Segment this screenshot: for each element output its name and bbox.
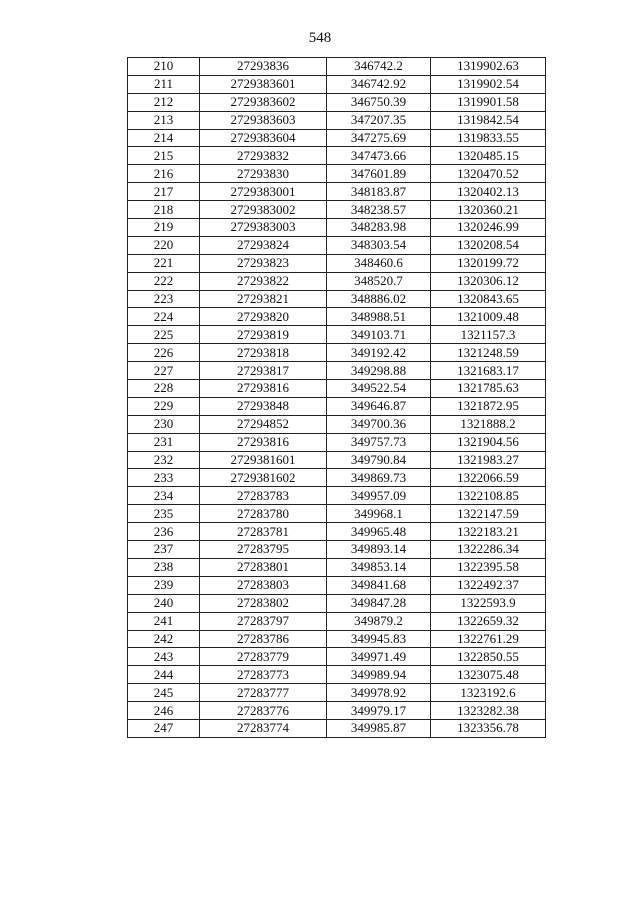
y-coordinate-cell: 1322108.85 bbox=[431, 487, 546, 505]
x-coordinate-cell: 349700.36 bbox=[327, 415, 431, 433]
x-coordinate-cell: 348283.98 bbox=[327, 219, 431, 237]
row-index-cell: 217 bbox=[128, 183, 200, 201]
y-coordinate-cell: 1320470.52 bbox=[431, 165, 546, 183]
table-row bbox=[128, 201, 546, 219]
table-row bbox=[128, 719, 546, 737]
x-coordinate-cell: 349192.42 bbox=[327, 344, 431, 362]
point-id-cell: 27293820 bbox=[200, 308, 327, 326]
row-index-cell: 220 bbox=[128, 236, 200, 254]
y-coordinate-cell: 1319902.54 bbox=[431, 75, 546, 93]
table-row bbox=[128, 612, 546, 630]
row-index-cell: 227 bbox=[128, 362, 200, 380]
y-coordinate-cell: 1322593.9 bbox=[431, 594, 546, 612]
table-row bbox=[128, 487, 546, 505]
y-coordinate-cell: 1323192.6 bbox=[431, 684, 546, 702]
y-coordinate-cell: 1321009.48 bbox=[431, 308, 546, 326]
x-coordinate-cell: 349945.83 bbox=[327, 630, 431, 648]
y-coordinate-cell: 1322492.37 bbox=[431, 576, 546, 594]
row-index-cell: 211 bbox=[128, 75, 200, 93]
row-index-cell: 247 bbox=[128, 719, 200, 737]
y-coordinate-cell: 1320402.13 bbox=[431, 183, 546, 201]
table-row bbox=[128, 666, 546, 684]
point-id-cell: 2729383003 bbox=[200, 219, 327, 237]
table-row bbox=[128, 254, 546, 272]
y-coordinate-cell: 1321983.27 bbox=[431, 451, 546, 469]
y-coordinate-cell: 1322761.29 bbox=[431, 630, 546, 648]
point-id-cell: 27283776 bbox=[200, 702, 327, 720]
x-coordinate-cell: 349989.94 bbox=[327, 666, 431, 684]
row-index-cell: 236 bbox=[128, 523, 200, 541]
row-index-cell: 219 bbox=[128, 219, 200, 237]
point-id-cell: 2729381601 bbox=[200, 451, 327, 469]
x-coordinate-cell: 348520.7 bbox=[327, 272, 431, 290]
point-id-cell: 2729383601 bbox=[200, 75, 327, 93]
point-id-cell: 27283795 bbox=[200, 541, 327, 559]
row-index-cell: 212 bbox=[128, 93, 200, 111]
x-coordinate-cell: 348303.54 bbox=[327, 236, 431, 254]
page-number: 548 bbox=[308, 30, 332, 46]
coordinates-table bbox=[127, 57, 546, 738]
x-coordinate-cell: 349968.1 bbox=[327, 505, 431, 523]
row-index-cell: 232 bbox=[128, 451, 200, 469]
point-id-cell: 27283802 bbox=[200, 594, 327, 612]
row-index-cell: 242 bbox=[128, 630, 200, 648]
y-coordinate-cell: 1322066.59 bbox=[431, 469, 546, 487]
y-coordinate-cell: 1320306.12 bbox=[431, 272, 546, 290]
point-id-cell: 2729383603 bbox=[200, 111, 327, 129]
point-id-cell: 27293836 bbox=[200, 58, 327, 76]
y-coordinate-cell: 1320208.54 bbox=[431, 236, 546, 254]
x-coordinate-cell: 349971.49 bbox=[327, 648, 431, 666]
row-index-cell: 213 bbox=[128, 111, 200, 129]
row-index-cell: 218 bbox=[128, 201, 200, 219]
y-coordinate-cell: 1321683.17 bbox=[431, 362, 546, 380]
row-index-cell: 228 bbox=[128, 380, 200, 398]
x-coordinate-cell: 349103.71 bbox=[327, 326, 431, 344]
point-id-cell: 27293824 bbox=[200, 236, 327, 254]
row-index-cell: 244 bbox=[128, 666, 200, 684]
point-id-cell: 27283783 bbox=[200, 487, 327, 505]
table-row bbox=[128, 702, 546, 720]
x-coordinate-cell: 349790.84 bbox=[327, 451, 431, 469]
table-row bbox=[128, 93, 546, 111]
row-index-cell: 243 bbox=[128, 648, 200, 666]
y-coordinate-cell: 1321157.3 bbox=[431, 326, 546, 344]
row-index-cell: 229 bbox=[128, 397, 200, 415]
y-coordinate-cell: 1319833.55 bbox=[431, 129, 546, 147]
x-coordinate-cell: 349985.87 bbox=[327, 719, 431, 737]
table-row bbox=[128, 397, 546, 415]
x-coordinate-cell: 346742.2 bbox=[327, 58, 431, 76]
row-index-cell: 246 bbox=[128, 702, 200, 720]
point-id-cell: 2729381602 bbox=[200, 469, 327, 487]
y-coordinate-cell: 1322850.55 bbox=[431, 648, 546, 666]
x-coordinate-cell: 349847.28 bbox=[327, 594, 431, 612]
table-row bbox=[128, 469, 546, 487]
table-row bbox=[128, 236, 546, 254]
x-coordinate-cell: 349869.73 bbox=[327, 469, 431, 487]
row-index-cell: 216 bbox=[128, 165, 200, 183]
point-id-cell: 27283803 bbox=[200, 576, 327, 594]
table-row bbox=[128, 594, 546, 612]
point-id-cell: 27293848 bbox=[200, 397, 327, 415]
table-row bbox=[128, 523, 546, 541]
x-coordinate-cell: 347473.66 bbox=[327, 147, 431, 165]
table-row bbox=[128, 362, 546, 380]
x-coordinate-cell: 348238.57 bbox=[327, 201, 431, 219]
table-row bbox=[128, 75, 546, 93]
x-coordinate-cell: 348988.51 bbox=[327, 308, 431, 326]
x-coordinate-cell: 346742.92 bbox=[327, 75, 431, 93]
point-id-cell: 27283779 bbox=[200, 648, 327, 666]
point-id-cell: 27293818 bbox=[200, 344, 327, 362]
table-row bbox=[128, 576, 546, 594]
point-id-cell: 27293822 bbox=[200, 272, 327, 290]
table-row bbox=[128, 344, 546, 362]
x-coordinate-cell: 348886.02 bbox=[327, 290, 431, 308]
table-row bbox=[128, 129, 546, 147]
point-id-cell: 27294852 bbox=[200, 415, 327, 433]
table-row bbox=[128, 630, 546, 648]
x-coordinate-cell: 349978.92 bbox=[327, 684, 431, 702]
y-coordinate-cell: 1319842.54 bbox=[431, 111, 546, 129]
point-id-cell: 2729383602 bbox=[200, 93, 327, 111]
y-coordinate-cell: 1322286.34 bbox=[431, 541, 546, 559]
point-id-cell: 27283777 bbox=[200, 684, 327, 702]
x-coordinate-cell: 349965.48 bbox=[327, 523, 431, 541]
point-id-cell: 2729383001 bbox=[200, 183, 327, 201]
row-index-cell: 214 bbox=[128, 129, 200, 147]
x-coordinate-cell: 347275.69 bbox=[327, 129, 431, 147]
y-coordinate-cell: 1320485.15 bbox=[431, 147, 546, 165]
y-coordinate-cell: 1320246.99 bbox=[431, 219, 546, 237]
point-id-cell: 2729383604 bbox=[200, 129, 327, 147]
row-index-cell: 239 bbox=[128, 576, 200, 594]
y-coordinate-cell: 1320199.72 bbox=[431, 254, 546, 272]
y-coordinate-cell: 1321248.59 bbox=[431, 344, 546, 362]
y-coordinate-cell: 1320843.65 bbox=[431, 290, 546, 308]
row-index-cell: 237 bbox=[128, 541, 200, 559]
row-index-cell: 245 bbox=[128, 684, 200, 702]
point-id-cell: 27293816 bbox=[200, 380, 327, 398]
table-row bbox=[128, 183, 546, 201]
y-coordinate-cell: 1320360.21 bbox=[431, 201, 546, 219]
row-index-cell: 241 bbox=[128, 612, 200, 630]
row-index-cell: 234 bbox=[128, 487, 200, 505]
y-coordinate-cell: 1322183.21 bbox=[431, 523, 546, 541]
table-row bbox=[128, 147, 546, 165]
table-row bbox=[128, 648, 546, 666]
y-coordinate-cell: 1322395.58 bbox=[431, 558, 546, 576]
table-row bbox=[128, 505, 546, 523]
point-id-cell: 27283773 bbox=[200, 666, 327, 684]
row-index-cell: 222 bbox=[128, 272, 200, 290]
y-coordinate-cell: 1321888.2 bbox=[431, 415, 546, 433]
x-coordinate-cell: 349979.17 bbox=[327, 702, 431, 720]
table-row bbox=[128, 308, 546, 326]
y-coordinate-cell: 1323075.48 bbox=[431, 666, 546, 684]
x-coordinate-cell: 349298.88 bbox=[327, 362, 431, 380]
point-id-cell: 27293819 bbox=[200, 326, 327, 344]
row-index-cell: 221 bbox=[128, 254, 200, 272]
row-index-cell: 225 bbox=[128, 326, 200, 344]
point-id-cell: 27293817 bbox=[200, 362, 327, 380]
table-row bbox=[128, 415, 546, 433]
row-index-cell: 215 bbox=[128, 147, 200, 165]
table-row bbox=[128, 558, 546, 576]
y-coordinate-cell: 1322659.32 bbox=[431, 612, 546, 630]
table-row bbox=[128, 541, 546, 559]
x-coordinate-cell: 349757.73 bbox=[327, 433, 431, 451]
y-coordinate-cell: 1321904.56 bbox=[431, 433, 546, 451]
x-coordinate-cell: 348460.6 bbox=[327, 254, 431, 272]
x-coordinate-cell: 349841.68 bbox=[327, 576, 431, 594]
table-row bbox=[128, 380, 546, 398]
row-index-cell: 223 bbox=[128, 290, 200, 308]
x-coordinate-cell: 349522.54 bbox=[327, 380, 431, 398]
y-coordinate-cell: 1319901.58 bbox=[431, 93, 546, 111]
point-id-cell: 27283797 bbox=[200, 612, 327, 630]
point-id-cell: 27293823 bbox=[200, 254, 327, 272]
table-row bbox=[128, 219, 546, 237]
point-id-cell: 27283780 bbox=[200, 505, 327, 523]
x-coordinate-cell: 346750.39 bbox=[327, 93, 431, 111]
table-row bbox=[128, 58, 546, 76]
table-row bbox=[128, 433, 546, 451]
x-coordinate-cell: 348183.87 bbox=[327, 183, 431, 201]
point-id-cell: 27283774 bbox=[200, 719, 327, 737]
table-row bbox=[128, 111, 546, 129]
table-row bbox=[128, 272, 546, 290]
table-row bbox=[128, 290, 546, 308]
table-row bbox=[128, 326, 546, 344]
x-coordinate-cell: 347601.89 bbox=[327, 165, 431, 183]
row-index-cell: 231 bbox=[128, 433, 200, 451]
x-coordinate-cell: 349893.14 bbox=[327, 541, 431, 559]
point-id-cell: 2729383002 bbox=[200, 201, 327, 219]
row-index-cell: 230 bbox=[128, 415, 200, 433]
row-index-cell: 240 bbox=[128, 594, 200, 612]
y-coordinate-cell: 1322147.59 bbox=[431, 505, 546, 523]
point-id-cell: 27283801 bbox=[200, 558, 327, 576]
point-id-cell: 27293832 bbox=[200, 147, 327, 165]
y-coordinate-cell: 1323356.78 bbox=[431, 719, 546, 737]
y-coordinate-cell: 1319902.63 bbox=[431, 58, 546, 76]
table-row bbox=[128, 165, 546, 183]
row-index-cell: 235 bbox=[128, 505, 200, 523]
y-coordinate-cell: 1321872.95 bbox=[431, 397, 546, 415]
row-index-cell: 226 bbox=[128, 344, 200, 362]
x-coordinate-cell: 349957.09 bbox=[327, 487, 431, 505]
row-index-cell: 210 bbox=[128, 58, 200, 76]
table-body bbox=[128, 58, 546, 738]
point-id-cell: 27293821 bbox=[200, 290, 327, 308]
point-id-cell: 27293830 bbox=[200, 165, 327, 183]
x-coordinate-cell: 349879.2 bbox=[327, 612, 431, 630]
x-coordinate-cell: 349646.87 bbox=[327, 397, 431, 415]
y-coordinate-cell: 1323282.38 bbox=[431, 702, 546, 720]
row-index-cell: 233 bbox=[128, 469, 200, 487]
y-coordinate-cell: 1321785.63 bbox=[431, 380, 546, 398]
x-coordinate-cell: 347207.35 bbox=[327, 111, 431, 129]
row-index-cell: 224 bbox=[128, 308, 200, 326]
point-id-cell: 27293816 bbox=[200, 433, 327, 451]
row-index-cell: 238 bbox=[128, 558, 200, 576]
x-coordinate-cell: 349853.14 bbox=[327, 558, 431, 576]
table-row bbox=[128, 451, 546, 469]
point-id-cell: 27283786 bbox=[200, 630, 327, 648]
table-row bbox=[128, 684, 546, 702]
point-id-cell: 27283781 bbox=[200, 523, 327, 541]
